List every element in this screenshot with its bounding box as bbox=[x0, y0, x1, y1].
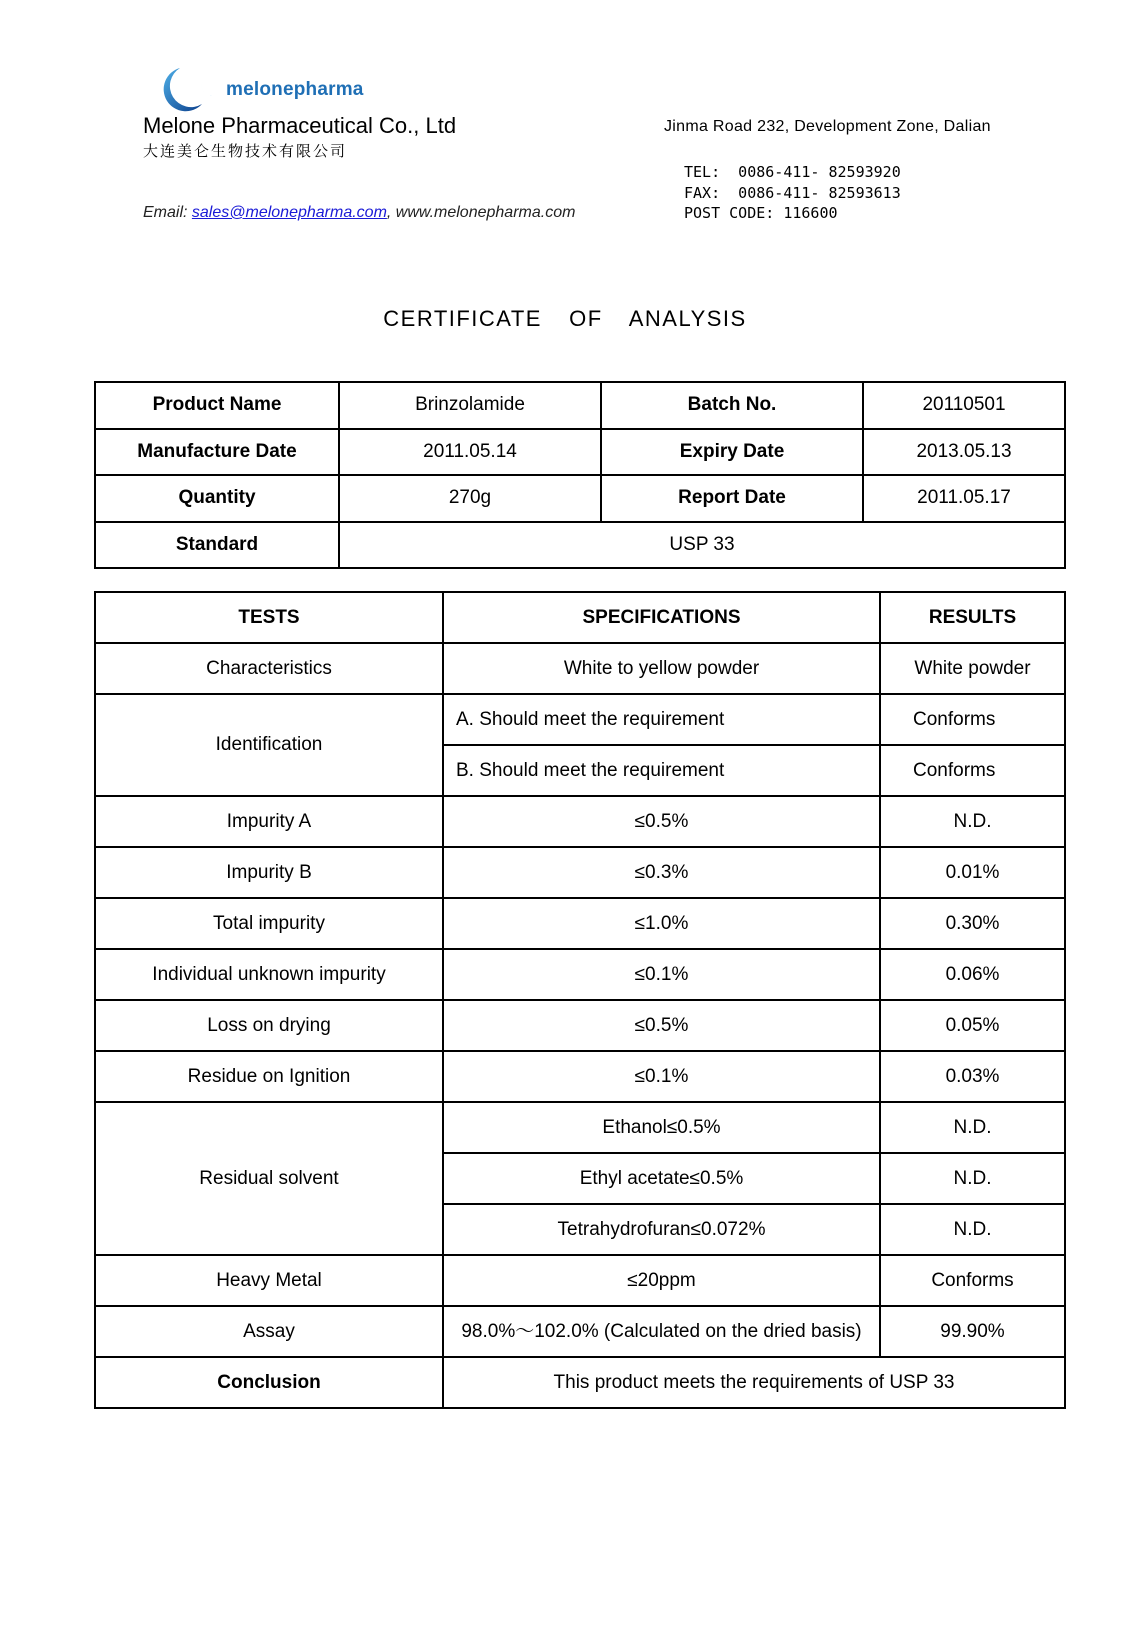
test-spec: ≤20ppm bbox=[443, 1255, 880, 1306]
batch-value: 20110501 bbox=[863, 382, 1065, 429]
table-row bbox=[95, 898, 1065, 949]
table-row bbox=[95, 475, 1065, 522]
product-name-value: Brinzolamide bbox=[339, 382, 601, 429]
company-name-chinese: 大连美仑生物技术有限公司 bbox=[143, 142, 348, 160]
manufacture-date-label: Manufacture Date bbox=[95, 429, 339, 476]
test-result: 99.90% bbox=[880, 1306, 1065, 1357]
test-result: White powder bbox=[880, 643, 1065, 694]
test-spec: Tetrahydrofuran≤0.072% bbox=[443, 1204, 880, 1255]
table-row bbox=[95, 1306, 1065, 1357]
standard-value: USP 33 bbox=[339, 522, 1065, 569]
test-result: Conforms bbox=[880, 1255, 1065, 1306]
test-spec: ≤0.1% bbox=[443, 1051, 880, 1102]
table-row bbox=[95, 1000, 1065, 1051]
test-name: Characteristics bbox=[95, 643, 443, 694]
header-specifications: SPECIFICATIONS bbox=[443, 592, 880, 643]
test-result: 0.06% bbox=[880, 949, 1065, 1000]
post-code: POST CODE: 116600 bbox=[684, 204, 838, 222]
manufacture-date-value: 2011.05.14 bbox=[339, 429, 601, 476]
test-name: Impurity A bbox=[95, 796, 443, 847]
test-name: Impurity B bbox=[95, 847, 443, 898]
test-result: N.D. bbox=[880, 1102, 1065, 1153]
test-spec: 98.0%～102.0% (Calculated on the dried basis) bbox=[443, 1306, 880, 1357]
test-spec: White to yellow powder bbox=[443, 643, 880, 694]
test-result: Conforms bbox=[880, 694, 1065, 745]
test-result: N.D. bbox=[880, 1153, 1065, 1204]
table-row bbox=[95, 1357, 1065, 1408]
table-row bbox=[95, 1102, 1065, 1153]
test-results-table bbox=[94, 591, 1066, 1409]
quantity-label: Quantity bbox=[95, 475, 339, 522]
test-result: 0.01% bbox=[880, 847, 1065, 898]
table-row bbox=[95, 796, 1065, 847]
table-row bbox=[95, 1255, 1065, 1306]
table-row bbox=[95, 522, 1065, 569]
test-spec: ≤0.1% bbox=[443, 949, 880, 1000]
expiry-date-value: 2013.05.13 bbox=[863, 429, 1065, 476]
test-result: 0.05% bbox=[880, 1000, 1065, 1051]
table-header-row bbox=[95, 592, 1065, 643]
test-name: Assay bbox=[95, 1306, 443, 1357]
email-label: Email: bbox=[143, 204, 192, 221]
test-spec: ≤0.5% bbox=[443, 1000, 880, 1051]
test-spec: ≤0.5% bbox=[443, 796, 880, 847]
expiry-date-label: Expiry Date bbox=[601, 429, 863, 476]
test-spec: Ethyl acetate≤0.5% bbox=[443, 1153, 880, 1204]
test-name: Total impurity bbox=[95, 898, 443, 949]
test-result: Conforms bbox=[880, 745, 1065, 796]
telephone: TEL: 0086-411- 82593920 bbox=[684, 163, 901, 181]
table-row bbox=[95, 1051, 1065, 1102]
document-title: CERTIFICATE OF ANALYSIS bbox=[383, 306, 747, 331]
website-text: , www.melonepharma.com bbox=[386, 204, 576, 221]
test-name: Loss on drying bbox=[95, 1000, 443, 1051]
table-row bbox=[95, 694, 1065, 745]
test-spec: Ethanol≤0.5% bbox=[443, 1102, 880, 1153]
test-result: 0.30% bbox=[880, 898, 1065, 949]
product-info-table bbox=[94, 381, 1066, 569]
test-spec: A. Should meet the requirement bbox=[443, 694, 880, 745]
report-date-label: Report Date bbox=[601, 475, 863, 522]
table-row bbox=[95, 429, 1065, 476]
header-tests: TESTS bbox=[95, 592, 443, 643]
batch-label: Batch No. bbox=[601, 382, 863, 429]
test-name: Identification bbox=[95, 694, 443, 796]
quantity-value: 270g bbox=[339, 475, 601, 522]
contact-line bbox=[143, 204, 575, 222]
test-name: Residue on Ignition bbox=[95, 1051, 443, 1102]
test-result: N.D. bbox=[880, 1204, 1065, 1255]
test-name: Individual unknown impurity bbox=[95, 949, 443, 1000]
conclusion-text: This product meets the requirements of USP 33 bbox=[443, 1357, 1065, 1408]
logo-wordmark: melonepharma bbox=[226, 79, 364, 100]
table-row bbox=[95, 382, 1065, 429]
conclusion-label: Conclusion bbox=[95, 1357, 443, 1408]
test-name: Heavy Metal bbox=[95, 1255, 443, 1306]
company-logo-icon bbox=[150, 64, 220, 112]
table-row bbox=[95, 643, 1065, 694]
test-spec: B. Should meet the requirement bbox=[443, 745, 880, 796]
company-address: Jinma Road 232, Development Zone, Dalian bbox=[664, 118, 991, 135]
email-link[interactable]: sales@melonepharma.com bbox=[191, 204, 387, 221]
company-name: Melone Pharmaceutical Co., Ltd bbox=[143, 113, 457, 138]
test-spec: ≤1.0% bbox=[443, 898, 880, 949]
test-result: N.D. bbox=[880, 796, 1065, 847]
test-result: 0.03% bbox=[880, 1051, 1065, 1102]
test-spec: ≤0.3% bbox=[443, 847, 880, 898]
table-row bbox=[95, 847, 1065, 898]
product-name-label: Product Name bbox=[95, 382, 339, 429]
fax: FAX: 0086-411- 82593613 bbox=[684, 184, 901, 202]
header-results: RESULTS bbox=[880, 592, 1065, 643]
report-date-value: 2011.05.17 bbox=[863, 475, 1065, 522]
table-row bbox=[95, 949, 1065, 1000]
standard-label: Standard bbox=[95, 522, 339, 569]
test-name: Residual solvent bbox=[95, 1102, 443, 1255]
